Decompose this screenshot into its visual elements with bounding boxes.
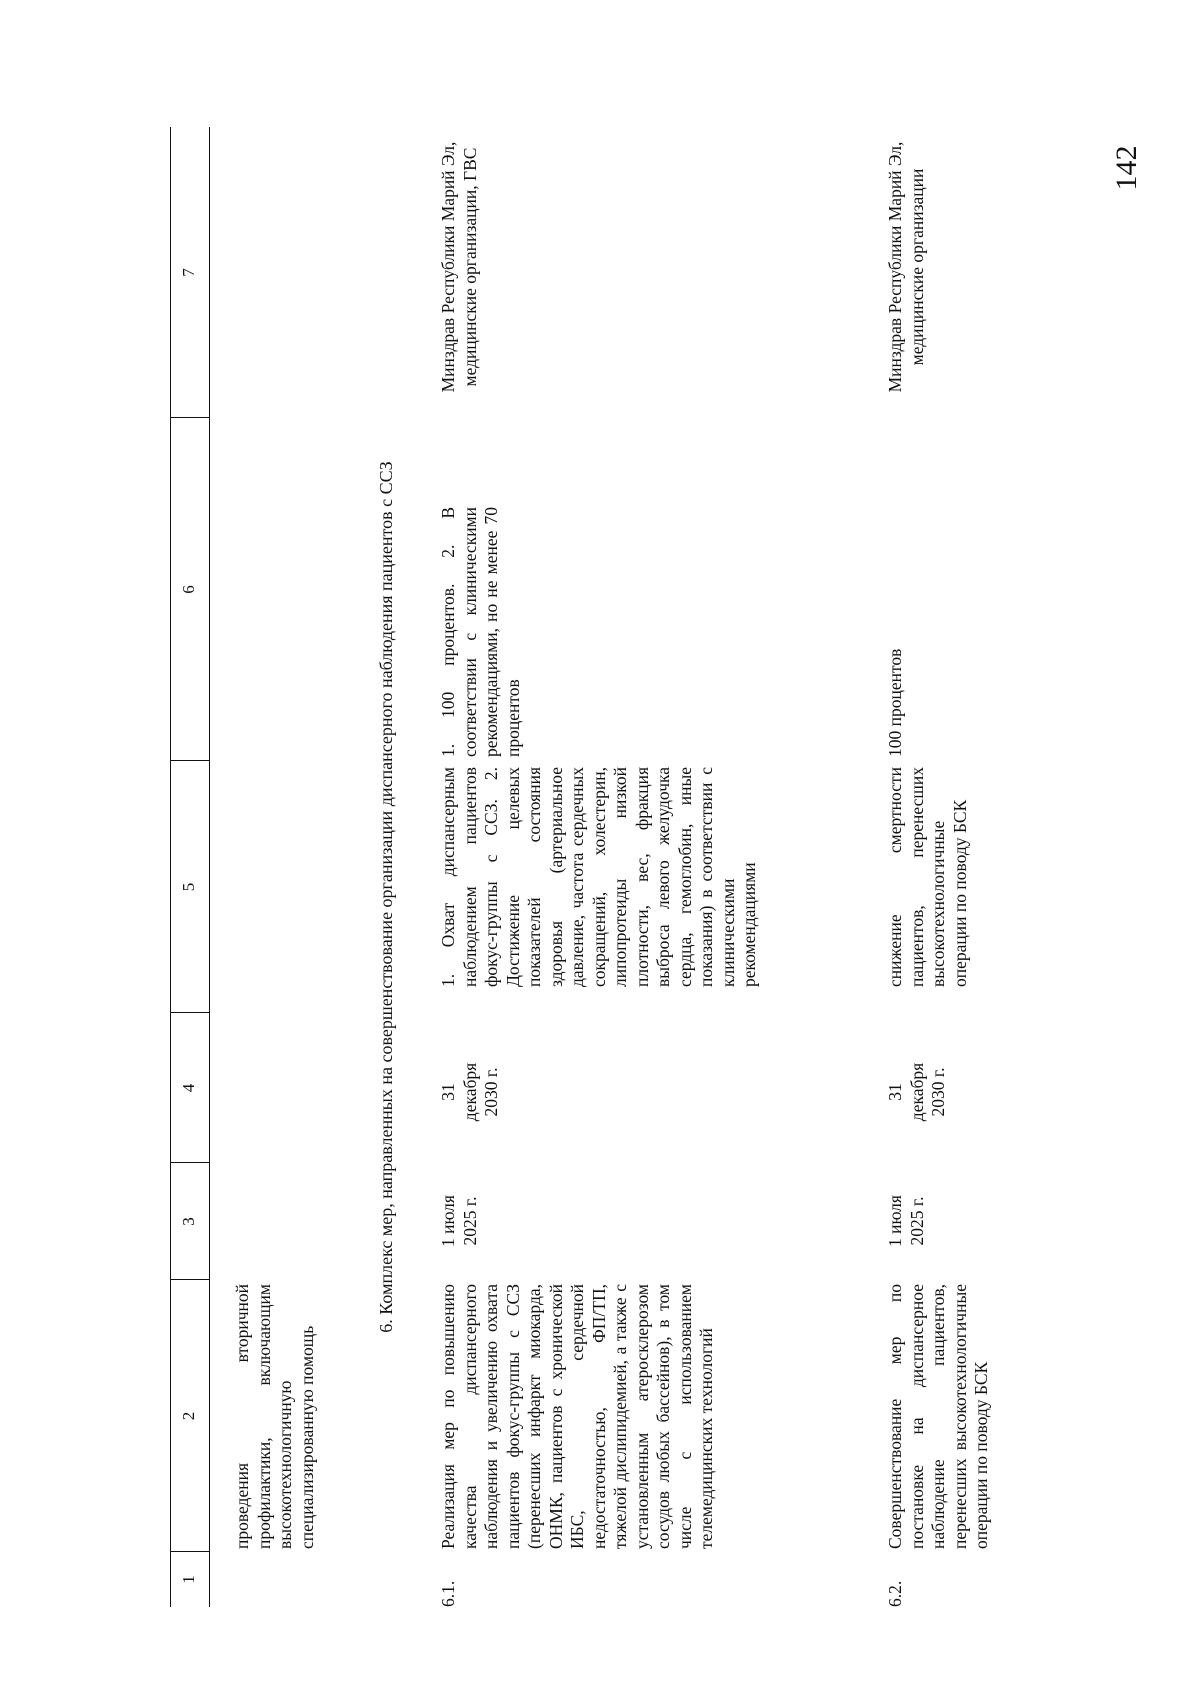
header-col-3: 3 bbox=[179, 1217, 198, 1226]
row-number: 6.2. bbox=[885, 1580, 905, 1607]
header-col-6: 6 bbox=[179, 585, 198, 594]
indicator-text: 100 процентов bbox=[885, 648, 905, 757]
header-col-2: 2 bbox=[179, 1411, 198, 1421]
responsible-text: Минздрав Республики Марий Эл, медицинские организации bbox=[885, 141, 927, 393]
measure-text: Совершенствование мер по постановке на диспансерное наблюдение пациентов, перенесших высокотехнологичные операции по поводу БСК bbox=[885, 1284, 991, 1549]
table-header-row bbox=[170, 127, 210, 1607]
header-col-7: 7 bbox=[179, 268, 198, 277]
header-col-4: 4 bbox=[179, 1083, 198, 1093]
end-date: 31 декабря 2030 г. bbox=[885, 1062, 948, 1122]
result-text: снижение смертности пациентов, перенесших высокотехнологичные операции по поводу БСК bbox=[885, 767, 970, 987]
header-col-5: 5 bbox=[179, 882, 198, 892]
page-number: 142 bbox=[1110, 145, 1143, 191]
indicator-text: 1. 100 процентов. 2. В соответствии с клиническими рекомендациями, но не менее 70 процентов bbox=[438, 507, 523, 757]
start-date: 1 июля 2025 г. bbox=[885, 1195, 927, 1247]
measure-text: Реализация мер по повышению качества диспансерного наблюдения и увеличению охвата пациентов фокус-группы с ССЗ (перенесших инфаркт миокарда, ОНМК, пациентов с хронической ИБС, сердечной недостаточностью, ФП/ТП, тяжелой дислипидемией, а также с установленным атеросклерозом сосудов любых бассейнов), в том числе с использованием телемедицинских технологий bbox=[438, 1284, 716, 1549]
section-title: 6. Комплекс мер, направленных на совершенствование организации диспансерного наблюдения пациентов с ССЗ bbox=[376, 461, 396, 1333]
header-col-1: 1 bbox=[179, 1575, 198, 1584]
start-date: 1 июля 2025 г. bbox=[438, 1195, 480, 1247]
continuation-measure-text: проведения вторичной профилактики, включающим высокотехнологичную специализированную помощь bbox=[232, 1284, 317, 1549]
result-text: 1. Охват диспансерным наблюдением пациентов фокус-группы с ССЗ. 2. Достижение целевых показателей состояния здоровья (артериальное давление, частота сердечных сокращений, холестерин, липопротеиды низкой плотности, вес, фракция выброса левого желудочка сердца, гемоглобин, иные показания) в соответствии с клиническими рекомендациями bbox=[438, 767, 759, 987]
end-date: 31 декабря 2030 г. bbox=[438, 1062, 501, 1122]
row-number: 6.1. bbox=[438, 1580, 458, 1607]
landscape-table-sheet bbox=[170, 127, 1030, 1607]
responsible-text: Минздрав Республики Марий Эл, медицинские организации, ГВС bbox=[438, 141, 480, 393]
